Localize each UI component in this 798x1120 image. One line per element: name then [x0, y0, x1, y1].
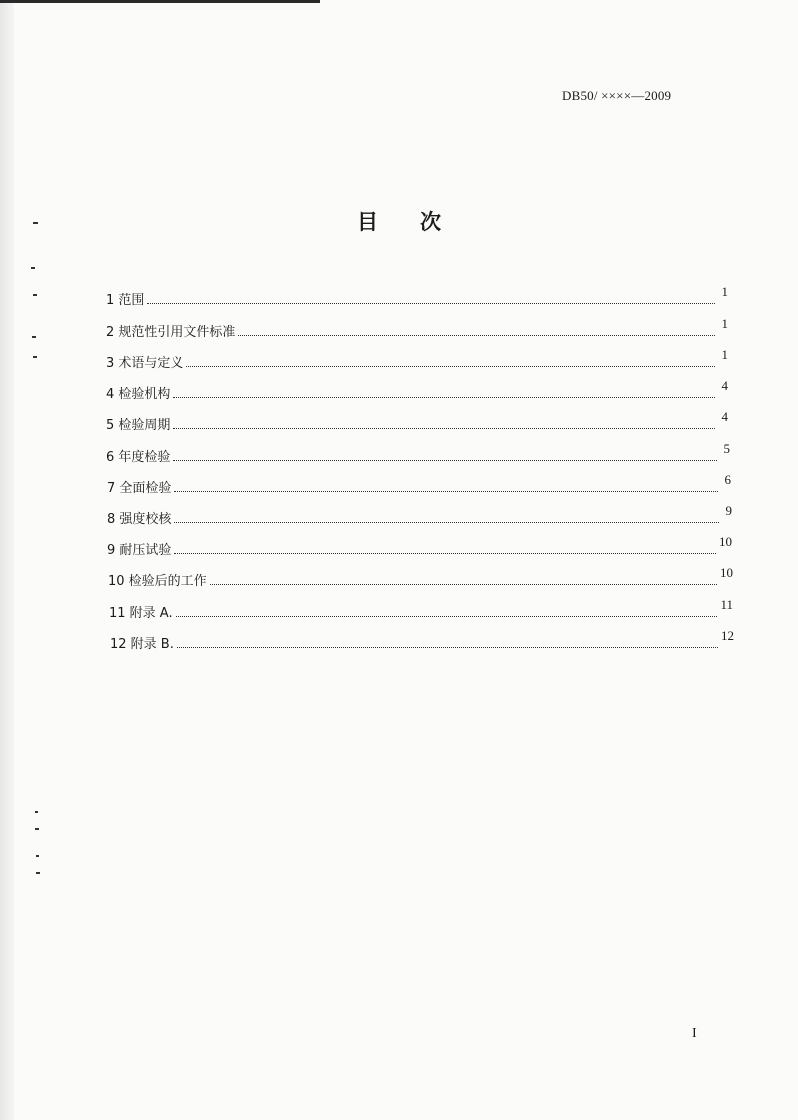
toc-entry[interactable] [107, 503, 732, 527]
toc-entry[interactable] [108, 565, 733, 589]
toc-leader-dots [174, 521, 719, 523]
page-number: I [692, 1026, 697, 1041]
toc-title-char-1: 目 [357, 210, 378, 234]
binding-mark [33, 294, 37, 296]
binding-mark [31, 267, 35, 269]
toc-leader-dots [174, 552, 716, 554]
binding-mark [36, 855, 39, 857]
toc-entry-label: 5 检验周期 [106, 418, 171, 433]
binding-mark [35, 811, 38, 813]
document-code: DB50/ ××××—2009 [562, 88, 672, 103]
toc-entry-page: 4 [721, 378, 728, 393]
toc-entry-label: 2 规范性引用文件标准 [106, 325, 236, 340]
toc-entry[interactable] [106, 284, 728, 308]
binding-mark [33, 356, 37, 358]
toc-entry[interactable] [106, 378, 728, 402]
toc-leader-dots [186, 365, 715, 367]
toc-leader-dots [177, 646, 718, 648]
toc-entry-label: 7 全面检验 [107, 481, 172, 496]
toc-entry[interactable] [106, 441, 730, 465]
toc-leader-dots [176, 615, 718, 617]
binding-mark [32, 336, 36, 338]
toc-entry-page: 10 [720, 565, 733, 580]
toc-entry-label: 9 耐压试验 [107, 543, 172, 558]
binding-mark [36, 872, 40, 874]
scan-edge-left [0, 0, 14, 1120]
toc-entry-label: 1 范围 [106, 293, 145, 308]
toc-entry[interactable] [110, 628, 734, 652]
toc-entry-page: 5 [723, 441, 730, 456]
toc-entry-page: 6 [724, 472, 731, 487]
toc-entry-page: 12 [721, 628, 734, 643]
toc-leader-dots [210, 583, 717, 585]
binding-mark [33, 222, 38, 224]
toc-entry[interactable] [107, 534, 732, 558]
toc-entry-label: 11 附录 A. [109, 606, 173, 621]
toc-leader-dots [238, 334, 715, 336]
toc-entry[interactable] [107, 472, 731, 496]
toc-entry-label: 3 术语与定义 [106, 356, 184, 371]
toc-leader-dots [147, 302, 715, 304]
toc-entry-page: 1 [721, 316, 728, 331]
toc-title-char-2: 次 [420, 210, 441, 234]
toc-entry-label: 4 检验机构 [106, 387, 171, 402]
toc-entry-label: 12 附录 B. [110, 637, 174, 652]
toc-entry[interactable] [109, 597, 733, 621]
scan-edge-top [0, 0, 320, 3]
toc-entry-page: 10 [719, 534, 732, 549]
toc-entry-page: 1 [721, 284, 728, 299]
binding-mark [35, 828, 39, 830]
toc-entry-page: 9 [725, 503, 732, 518]
toc-entry-label: 6 年度检验 [106, 450, 171, 465]
toc-entry[interactable] [106, 347, 728, 371]
toc-leader-dots [174, 490, 718, 492]
toc-entry-page: 1 [721, 347, 728, 362]
toc-entry-page: 11 [720, 597, 733, 612]
toc-entry[interactable] [106, 409, 728, 433]
toc-leader-dots [173, 427, 715, 429]
toc-entry-label: 8 强度校核 [107, 512, 172, 527]
toc-leader-dots [173, 396, 715, 398]
toc-entry[interactable] [106, 316, 728, 340]
toc-entry-page: 4 [721, 409, 728, 424]
toc-entry-label: 10 检验后的工作 [108, 574, 207, 589]
toc-leader-dots [173, 459, 717, 461]
